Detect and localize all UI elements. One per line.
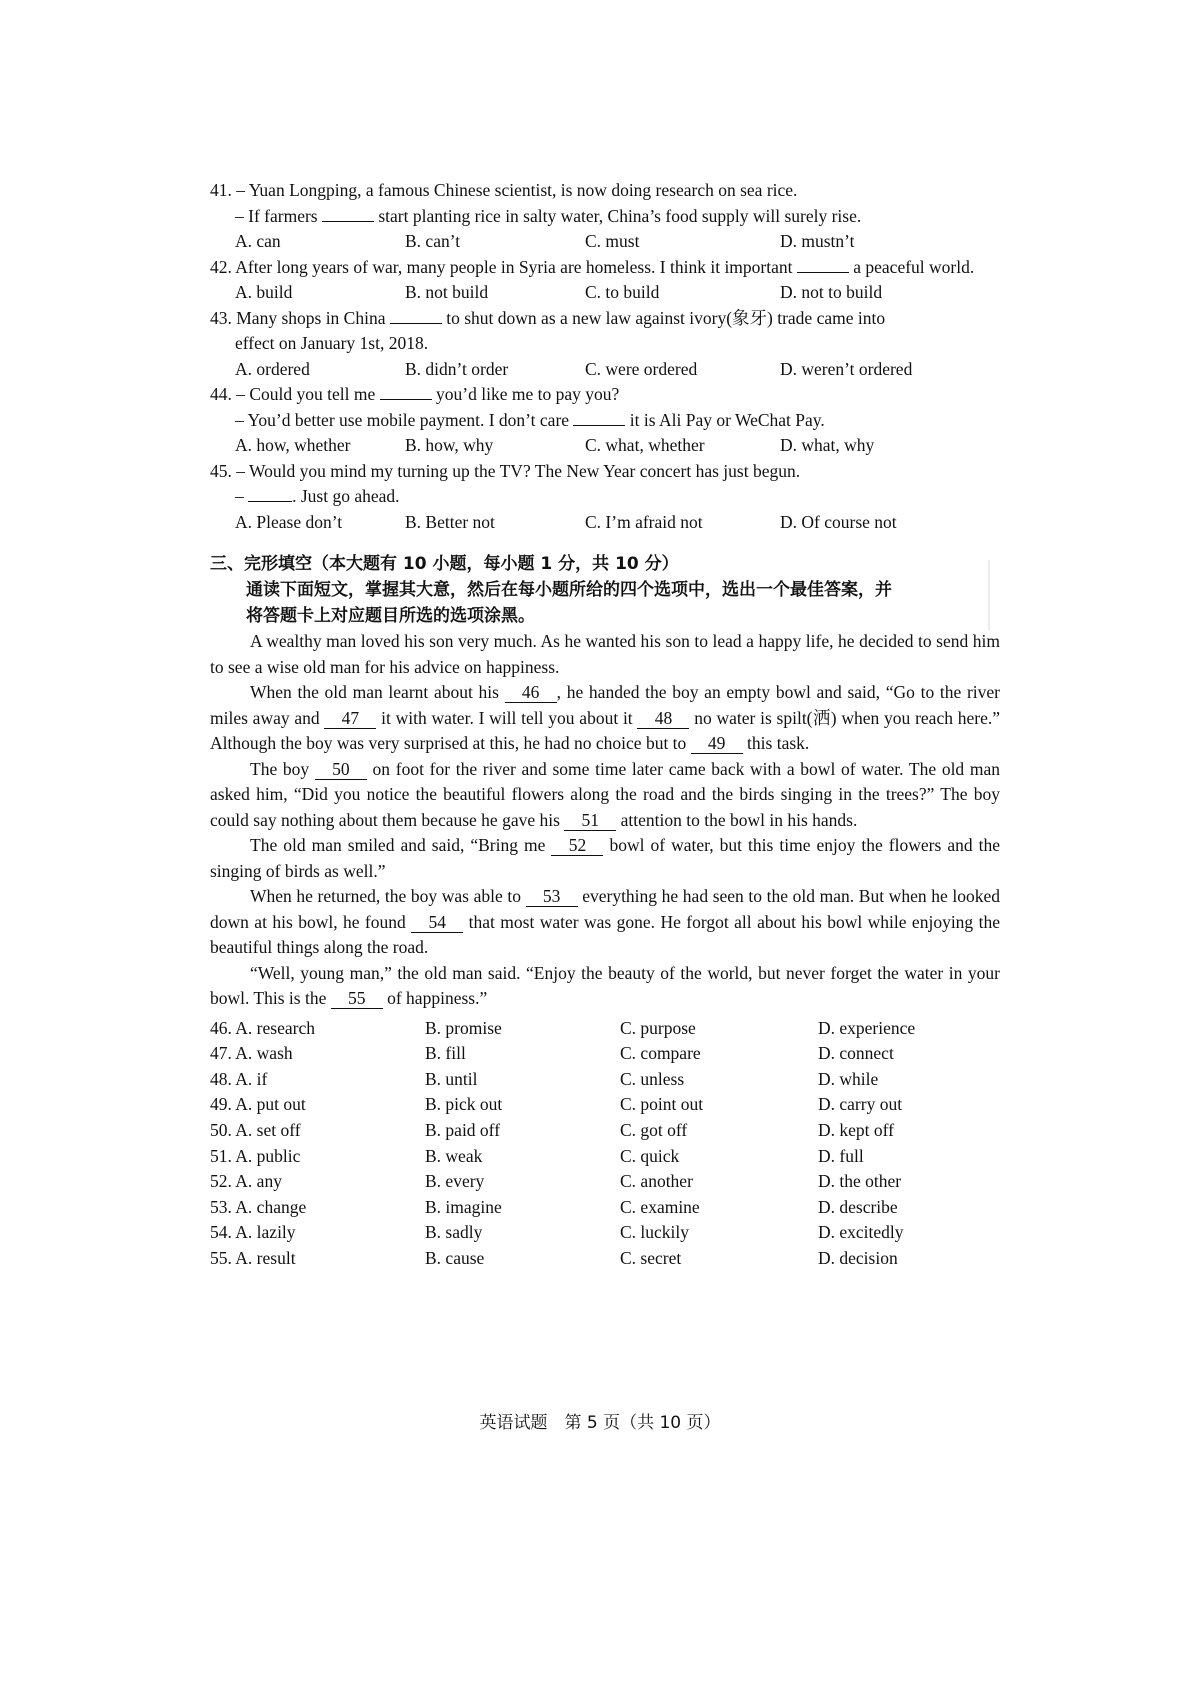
option: B. pick out bbox=[425, 1094, 503, 1115]
option: D. decision bbox=[818, 1247, 898, 1268]
numbered-blank: 51 bbox=[564, 810, 616, 831]
cloze-passage bbox=[210, 629, 1000, 1012]
option: D. describe bbox=[818, 1196, 898, 1217]
text-fragment: – If farmers bbox=[235, 205, 322, 226]
choice-row bbox=[210, 1246, 1000, 1272]
option: B. paid off bbox=[425, 1119, 501, 1140]
option: D. while bbox=[818, 1068, 879, 1089]
answer-blank bbox=[380, 383, 432, 400]
option: D. experience bbox=[818, 1017, 916, 1038]
choice-row bbox=[210, 1169, 1000, 1195]
numbered-blank: 55 bbox=[331, 988, 383, 1009]
question-text bbox=[210, 204, 1000, 230]
text-fragment: 41. – Yuan Longping, a famous Chinese scientist, is now doing research on sea rice. bbox=[210, 180, 798, 200]
question-text bbox=[210, 178, 1000, 204]
option: C. quick bbox=[620, 1145, 680, 1166]
option: D. mustn’t bbox=[780, 231, 855, 251]
text-fragment: attention to the bowl in his hands. bbox=[616, 809, 858, 830]
option: B. every bbox=[425, 1171, 485, 1192]
option: B. how, why bbox=[405, 435, 494, 455]
option: B. until bbox=[425, 1068, 478, 1089]
option: 53. A. change bbox=[210, 1196, 307, 1217]
choice-row bbox=[210, 1041, 1000, 1067]
option: C. got off bbox=[620, 1119, 688, 1140]
passage-paragraph bbox=[210, 680, 1000, 757]
choice-row bbox=[210, 1118, 1000, 1144]
text-fragment: a peaceful world. bbox=[848, 256, 975, 277]
answer-blank bbox=[573, 409, 625, 426]
option: C. secret bbox=[620, 1247, 682, 1268]
numbered-blank: 48 bbox=[637, 708, 689, 729]
numbered-blank: 52 bbox=[551, 835, 603, 856]
choice-row bbox=[210, 1092, 1000, 1118]
option-row bbox=[210, 280, 1000, 306]
text-fragment: no water is spilt(洒) when you reach here.” Although the boy was very surprised at this, he had no choice but to bbox=[210, 707, 1000, 753]
option: B. Better not bbox=[405, 511, 495, 532]
passage-paragraph bbox=[210, 833, 1000, 884]
question-item bbox=[210, 459, 1000, 536]
option: D. what, why bbox=[780, 435, 875, 455]
question-text bbox=[210, 408, 1000, 434]
text-fragment: on foot for the river and some time later came back with a bowl of water. The old man asked him, “Did you notice the beautiful flowers along the road and the birds singing in the trees?” The boy could say nothing about them because he gave his bbox=[210, 758, 1001, 830]
text-fragment: When the old man learnt about his bbox=[250, 682, 505, 702]
choice-row bbox=[210, 1143, 1000, 1169]
section-instruction: 通读下面短文，掌握其大意，然后在每小题所给的四个选项中，选出一个最佳答案，并 bbox=[246, 580, 892, 600]
section-instruction: 将答题卡上对应题目所选的选项涂黑。 bbox=[246, 606, 535, 626]
text-fragment: bowl of water, but this time enjoy the flowers and the singing of birds as well.” bbox=[210, 835, 1000, 881]
option: B. weak bbox=[425, 1145, 483, 1166]
option: B. promise bbox=[425, 1017, 502, 1038]
option: C. compare bbox=[620, 1043, 701, 1064]
option: 47. A. wash bbox=[210, 1043, 293, 1064]
numbered-blank: 49 bbox=[691, 733, 743, 754]
option: C. I’m afraid not bbox=[585, 511, 703, 532]
passage-paragraph bbox=[210, 961, 1000, 1012]
option: A. can bbox=[235, 231, 281, 251]
numbered-blank: 50 bbox=[315, 759, 367, 780]
text-fragment: it with water. I will tell you about it bbox=[376, 707, 638, 728]
multiple-choice-section bbox=[210, 178, 1000, 535]
cloze-choices bbox=[210, 1016, 1000, 1272]
question-text bbox=[210, 331, 1000, 357]
text-fragment: – bbox=[235, 486, 249, 506]
option: A. how, whether bbox=[235, 435, 351, 455]
question-text bbox=[210, 255, 1000, 281]
text-fragment: When he returned, the boy was able to bbox=[250, 886, 526, 906]
option-row bbox=[210, 229, 1000, 255]
page-footer: 英语试题 第 5 页（共 10 页） bbox=[479, 1413, 721, 1433]
choice-row bbox=[210, 1067, 1000, 1093]
text-fragment: everything he had seen to the old man. But when he looked down at his bowl, he found bbox=[210, 886, 1000, 932]
passage-paragraph bbox=[210, 629, 1000, 680]
text-fragment: The boy bbox=[250, 758, 315, 779]
text-fragment: start planting rice in salty water, China’s food supply will surely rise. bbox=[373, 205, 862, 226]
option: D. excitedly bbox=[818, 1222, 904, 1243]
text-fragment: 42. After long years of war, many people in Syria are homeless. I think it important bbox=[210, 256, 797, 277]
text-fragment: The old man smiled and said, “Bring me bbox=[250, 835, 552, 855]
option: D. weren’t ordered bbox=[780, 358, 913, 379]
numbered-blank: 46 bbox=[505, 682, 557, 703]
text-fragment: 43. Many shops in China bbox=[210, 307, 390, 328]
option: B. sadly bbox=[425, 1222, 483, 1243]
option: D. Of course not bbox=[780, 511, 897, 532]
option: C. to build bbox=[585, 282, 660, 302]
option: D. the other bbox=[818, 1171, 902, 1192]
option: 49. A. put out bbox=[210, 1094, 306, 1115]
question-item bbox=[210, 178, 1000, 255]
answer-blank bbox=[248, 485, 292, 502]
exam-sheet bbox=[210, 178, 1000, 1271]
text-fragment: . Just go ahead. bbox=[292, 486, 400, 506]
text-fragment: of happiness.” bbox=[382, 988, 488, 1008]
option: C. were ordered bbox=[585, 358, 698, 379]
option: B. didn’t order bbox=[405, 358, 509, 379]
option: 54. A. lazily bbox=[210, 1222, 296, 1243]
option: A. build bbox=[235, 282, 293, 302]
option: D. connect bbox=[818, 1043, 894, 1064]
option: 48. A. if bbox=[210, 1068, 268, 1089]
question-item bbox=[210, 255, 1000, 306]
option-row bbox=[210, 357, 1000, 383]
option: C. another bbox=[620, 1171, 693, 1192]
text-fragment: , he handed the boy an empty bowl and said, “Go to the river miles away and bbox=[210, 682, 1000, 728]
text-fragment: it is Ali Pay or WeChat Pay. bbox=[625, 409, 825, 430]
question-item bbox=[210, 382, 1000, 459]
option: 46. A. research bbox=[210, 1017, 315, 1038]
option: B. can’t bbox=[405, 231, 461, 251]
question-text bbox=[210, 459, 1000, 485]
option: B. not build bbox=[405, 282, 489, 302]
question-item bbox=[210, 306, 1000, 383]
option: D. kept off bbox=[818, 1119, 894, 1140]
option: D. full bbox=[818, 1145, 864, 1166]
passage-paragraph bbox=[210, 884, 1000, 961]
option-row bbox=[210, 433, 1000, 459]
numbered-blank: 47 bbox=[324, 708, 376, 729]
option: D. not to build bbox=[780, 282, 883, 302]
text-fragment: “Well, young man,” the old man said. “Enjoy the beauty of the world, but never forget the water in your bowl. This is the bbox=[210, 962, 1000, 1008]
answer-blank bbox=[390, 307, 442, 324]
text-fragment: 45. – Would you mind my turning up the TV? The New Year concert has just begun. bbox=[210, 460, 801, 481]
answer-blank bbox=[797, 256, 849, 273]
text-fragment: you’d like me to pay you? bbox=[431, 384, 620, 404]
option: C. unless bbox=[620, 1068, 685, 1089]
text-fragment: A wealthy man loved his son very much. As he wanted his son to lead a happy life, he decided to send him to see a wise old man for his advice on happiness. bbox=[210, 631, 1000, 677]
option: C. luckily bbox=[620, 1222, 690, 1243]
text-fragment: this task. bbox=[742, 733, 810, 753]
option: 50. A. set off bbox=[210, 1119, 301, 1140]
numbered-blank: 54 bbox=[411, 912, 463, 933]
question-text bbox=[210, 306, 1000, 332]
option: C. what, whether bbox=[585, 435, 705, 455]
section-title: 三、完形填空（本大题有 10 小题，每小题 1 分，共 10 分） bbox=[210, 554, 679, 574]
text-fragment: – You’d better use mobile payment. I don’t care bbox=[235, 409, 574, 430]
option: D. carry out bbox=[818, 1094, 903, 1115]
option: A. Please don’t bbox=[235, 511, 343, 532]
question-text bbox=[210, 382, 1000, 408]
answer-blank bbox=[322, 205, 374, 222]
option: C. examine bbox=[620, 1196, 700, 1217]
option-row bbox=[210, 510, 1000, 536]
option: A. ordered bbox=[235, 358, 310, 379]
choice-row bbox=[210, 1220, 1000, 1246]
option: C. must bbox=[585, 231, 640, 251]
choice-row bbox=[210, 1016, 1000, 1042]
option: B. fill bbox=[425, 1043, 466, 1064]
option: 51. A. public bbox=[210, 1145, 301, 1166]
choice-row bbox=[210, 1195, 1000, 1221]
numbered-blank: 53 bbox=[526, 886, 578, 907]
option: 52. A. any bbox=[210, 1171, 282, 1192]
option: B. imagine bbox=[425, 1196, 502, 1217]
text-fragment: 44. – Could you tell me bbox=[210, 384, 380, 404]
option: 55. A. result bbox=[210, 1247, 296, 1268]
text-fragment: to shut down as a new law against ivory(象牙) trade came into bbox=[441, 307, 886, 328]
passage-paragraph bbox=[210, 757, 1000, 834]
option: B. cause bbox=[425, 1247, 485, 1268]
question-text bbox=[210, 484, 1000, 510]
option: C. point out bbox=[620, 1094, 704, 1115]
option: C. purpose bbox=[620, 1017, 696, 1038]
text-fragment: that most water was gone. He forgot all about his bowl while enjoying the beautiful things along the road. bbox=[210, 911, 1000, 957]
text-fragment: effect on January 1st, 2018. bbox=[235, 333, 429, 353]
